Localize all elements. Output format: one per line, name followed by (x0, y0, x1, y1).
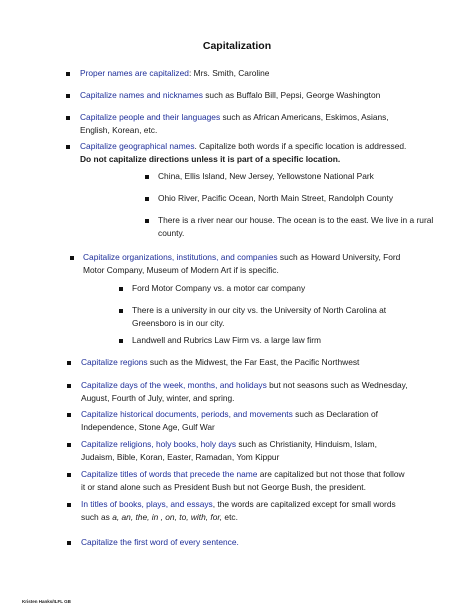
bullet-marker (119, 339, 123, 343)
rule-text: August, Fourth of July, winter, and spring. (81, 393, 235, 403)
page-title: Capitalization (202, 40, 272, 52)
rule-text: . Capitalize both words if a specific location is addressed. (194, 141, 407, 151)
rule-heading-text: Capitalize organizations, institutions, and companies (83, 252, 278, 262)
rule-text: There is a river near our house. The ocean is to the east. We live in a rural (158, 215, 434, 225)
rule-text: Ohio River, Pacific Ocean, North Main Street, Randolph County (158, 193, 394, 203)
rule-text: it or stand alone such as President Bush but not George Bush, the president. (81, 482, 366, 492)
rule-line (80, 89, 380, 102)
rule-line (81, 451, 377, 464)
footer-credit: Kristen Hanks/ILFL GB (22, 599, 71, 604)
rule-text: but not seasons such as Wednesday, (266, 380, 408, 390)
rule-item (81, 408, 378, 434)
rule-line (81, 392, 408, 405)
rule-text: Do not capitalize directions unless it is part of a specific location. (80, 154, 341, 164)
rule-line (81, 438, 377, 451)
rule-heading-text: Capitalize titles of words that precede the name (81, 469, 258, 479)
rule-text: a, an, the, in , on, to, with, for, (112, 512, 223, 522)
rule-text: such as Christianity, Hinduism, Islam, (236, 439, 377, 449)
bullet-marker (145, 175, 149, 179)
bullet-marker (67, 443, 71, 447)
rule-text: Motor Company, Museum of Modern Art if is specific. (83, 265, 279, 275)
bullet-marker (66, 94, 70, 98)
bullet-marker (67, 361, 71, 365)
bullet-marker (67, 503, 71, 507)
rule-heading-text: Capitalize names and nicknames (80, 90, 203, 100)
rule-item (80, 67, 269, 80)
rule-line (158, 214, 433, 227)
rule-line (83, 251, 400, 264)
rule-line (81, 468, 405, 481)
rule-line (81, 481, 405, 494)
rule-text: China, Ellis Island, New Jersey, Yellowstone National Park (158, 171, 374, 181)
rule-item (80, 89, 380, 102)
rule-line (80, 140, 406, 153)
rule-item (158, 214, 433, 240)
rule-item (81, 536, 239, 549)
bullet-marker (67, 384, 71, 388)
rule-text: such as the Midwest, the Far East, the Pacific Northwest (147, 357, 360, 367)
rule-heading-text: Capitalize religions, holy books, holy days (81, 439, 237, 449)
rule-heading-text: Capitalize geographical names (80, 141, 195, 151)
rule-text: Greensboro is in our city. (132, 318, 225, 328)
rule-text: such as (81, 512, 113, 522)
rule-item (81, 498, 396, 524)
rule-text: such as Buffalo Bill, Pepsi, George Washington (202, 90, 381, 100)
rule-item (81, 468, 405, 494)
rule-line (81, 498, 396, 511)
rule-line (132, 304, 386, 317)
rule-item (158, 192, 393, 205)
rule-line (81, 379, 408, 392)
rule-text: There is a university in our city vs. the University of North Carolina at (132, 305, 387, 315)
rule-heading-text: Capitalize regions (81, 357, 148, 367)
rule-line (158, 227, 433, 240)
rule-item (83, 251, 400, 277)
bullet-marker (67, 413, 71, 417)
rule-line (80, 153, 406, 166)
bullet-marker (70, 256, 74, 260)
rule-item (81, 379, 408, 405)
rule-text: Landwell and Rubrics Law Firm vs. a large law firm (132, 335, 321, 345)
rule-heading-text: Capitalize historical documents, periods, and movements (81, 409, 293, 419)
rule-line (132, 317, 386, 330)
rule-line (80, 111, 389, 124)
rule-text: , the words are capitalized except for small words (212, 499, 396, 509)
rule-item (132, 304, 386, 330)
rule-item (132, 282, 305, 295)
rule-item (81, 356, 359, 369)
rule-line (158, 170, 374, 183)
rule-text: English, Korean, etc. (80, 125, 158, 135)
rule-line (132, 282, 305, 295)
rule-line (81, 356, 359, 369)
rule-item (132, 334, 321, 347)
rule-heading-text: Proper names are capitalized (80, 68, 189, 78)
rule-line (80, 124, 389, 137)
rule-item (81, 438, 377, 464)
bullet-marker (119, 287, 123, 291)
rule-item (158, 170, 374, 183)
rule-line (132, 334, 321, 347)
rule-line (81, 511, 396, 524)
rule-text: such as Howard University, Ford (277, 252, 401, 262)
rule-line (81, 408, 378, 421)
rule-text: Ford Motor Company vs. a motor car company (132, 283, 306, 293)
rule-text: such as Declaration of (292, 409, 379, 419)
bullet-marker (66, 72, 70, 76)
rule-line (80, 67, 269, 80)
rule-line (83, 264, 400, 277)
rule-line (81, 536, 239, 549)
rule-line (81, 421, 378, 434)
bullet-marker (119, 309, 123, 313)
bullet-marker (145, 197, 149, 201)
bullet-marker (66, 145, 70, 149)
rule-text: etc. (222, 512, 238, 522)
rule-text: Judaism, Bible, Koran, Easter, Ramadan, Yom Kippur (81, 452, 280, 462)
bullet-marker (67, 541, 71, 545)
rule-heading-text: Capitalize the first word of every sentence. (81, 537, 239, 547)
rule-item (80, 111, 389, 137)
rule-text: : Mrs. Smith, Caroline (188, 68, 270, 78)
rule-heading-text: Capitalize people and their languages (80, 112, 221, 122)
rule-text: Independence, Stone Age, Gulf War (81, 422, 215, 432)
bullet-marker (66, 116, 70, 120)
bullet-marker (67, 473, 71, 477)
rule-text: county. (158, 228, 185, 238)
rule-item (80, 140, 406, 166)
rule-heading-text: Capitalize days of the week, months, and holidays (81, 380, 267, 390)
rule-text: are capitalized but not those that follow (257, 469, 405, 479)
rule-text: such as African Americans, Eskimos, Asians, (220, 112, 389, 122)
rule-line (158, 192, 393, 205)
rule-heading-text: In titles of books, plays, and essays (81, 499, 213, 509)
bullet-marker (145, 219, 149, 223)
